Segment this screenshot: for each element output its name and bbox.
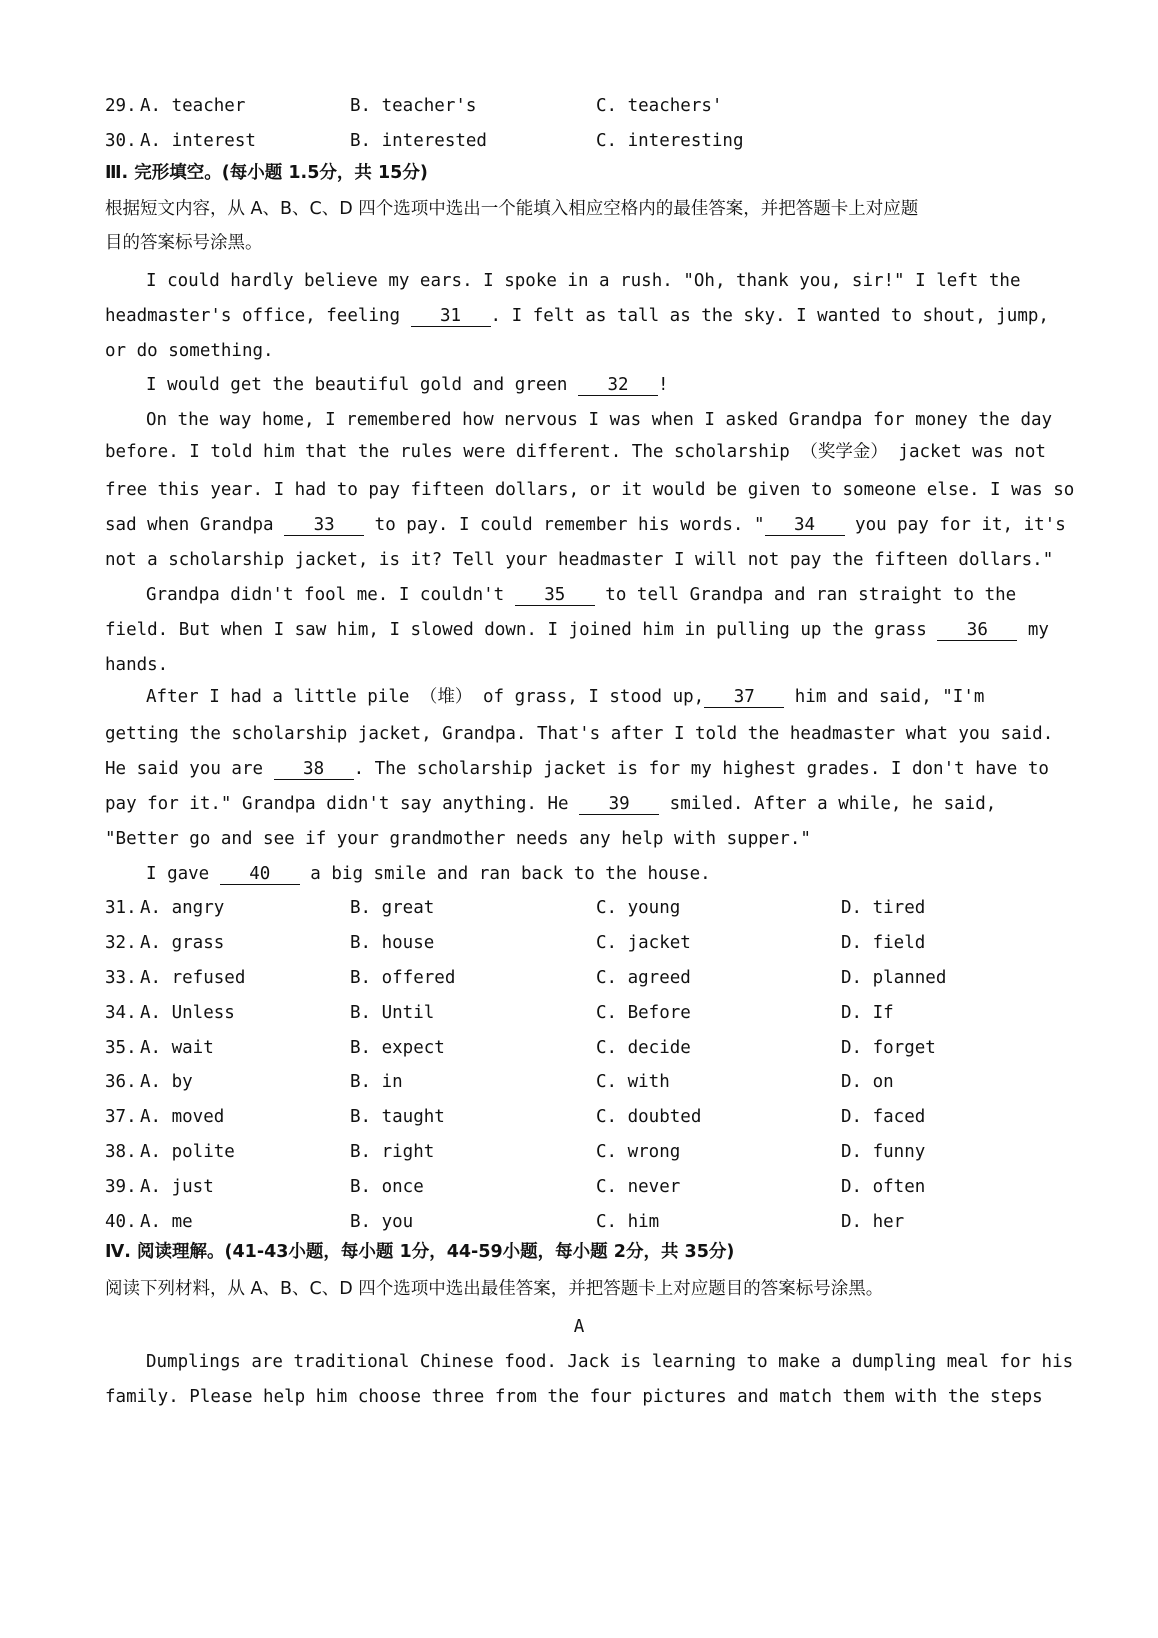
option-c: C. him <box>596 1212 660 1232</box>
passage-text: my <box>1017 620 1049 640</box>
section-3-instructions-cont: 目的答案标号涂黑。 <box>105 233 263 253</box>
passage-text: . I felt as tall as the sky. I wanted to shout, jump, <box>490 306 1049 326</box>
option-a: A. teacher <box>140 96 246 116</box>
passage-line: before. I told him that the rules were different. The scholarship （奖学金） jacket was not <box>105 442 1046 462</box>
blank-33: 33 <box>284 516 364 536</box>
option-c: C. Before <box>596 1003 691 1023</box>
option-b: B. offered <box>350 968 456 988</box>
passage-text: to tell Grandpa and ran straight to the <box>594 585 1017 605</box>
blank-36: 36 <box>937 621 1017 641</box>
passage-line: Dumplings are traditional Chinese food. Jack is learning to make a dumpling meal for his <box>146 1352 1074 1372</box>
passage-line: I could hardly believe my ears. I spoke in a rush. "Oh, thank you, sir!" I left the <box>146 271 1021 291</box>
option-a: A. grass <box>140 933 225 953</box>
passage-text: I would get the beautiful gold and green <box>146 375 578 395</box>
option-d: D. on <box>841 1072 894 1092</box>
question-number: 39. <box>105 1177 137 1197</box>
option-c: C. never <box>596 1177 681 1197</box>
blank-38: 38 <box>274 760 354 780</box>
option-b: B. great <box>350 898 435 918</box>
passage-line: hands. <box>105 655 169 675</box>
option-a: A. polite <box>140 1142 235 1162</box>
option-a: A. wait <box>140 1038 214 1058</box>
option-c: C. decide <box>596 1038 691 1058</box>
passage-line <box>105 758 1065 780</box>
blank-40: 40 <box>220 865 300 885</box>
question-number: 31. <box>105 898 137 918</box>
question-number: 30. <box>105 131 137 151</box>
option-d: D. funny <box>841 1142 926 1162</box>
passage-line: getting the scholarship jacket, Grandpa. That's after I told the headmaster what you said. <box>105 724 1054 744</box>
option-b: B. in <box>350 1072 403 1092</box>
option-c: C. wrong <box>596 1142 681 1162</box>
blank-35: 35 <box>515 586 595 606</box>
option-d: D. planned <box>841 968 947 988</box>
passage-line: free this year. I had to pay fifteen dollars, or it would be given to someone else. I was so <box>105 480 1075 500</box>
option-b: B. right <box>350 1142 435 1162</box>
question-number: 33. <box>105 968 137 988</box>
passage-line: or do something. <box>105 341 274 361</box>
option-c: C. with <box>596 1072 670 1092</box>
option-a: A. interest <box>140 131 256 151</box>
passage-line: On the way home, I remembered how nervous I was when I asked Grandpa for money the day <box>146 410 1053 430</box>
blank-31: 31 <box>411 307 491 327</box>
question-number: 40. <box>105 1212 137 1232</box>
passage-line <box>105 305 1065 327</box>
option-c: C. teachers' <box>596 96 723 116</box>
question-number: 38. <box>105 1142 137 1162</box>
option-d: D. forget <box>841 1038 936 1058</box>
section-4-instructions: 阅读下列材料，从 A、B、C、D 四个选项中选出最佳答案，并把答题卡上对应题目的答案标号涂黑。 <box>105 1279 884 1299</box>
passage-line <box>146 374 1106 396</box>
option-b: B. once <box>350 1177 424 1197</box>
option-d: D. field <box>841 933 926 953</box>
passage-line <box>146 863 1106 885</box>
passage-line <box>105 793 1065 815</box>
question-number: 34. <box>105 1003 137 1023</box>
passage-line <box>146 584 1106 606</box>
passage-line <box>105 619 1065 641</box>
question-number: 29. <box>105 96 137 116</box>
section-3-title: Ⅲ. 完形填空。(每小题 1.5分，共 15分) <box>105 163 428 183</box>
option-a: A. angry <box>140 898 225 918</box>
blank-32: 32 <box>578 376 658 396</box>
passage-text: a big smile and ran back to the house. <box>299 864 711 884</box>
passage-text: sad when Grandpa <box>105 515 285 535</box>
option-a: A. just <box>140 1177 214 1197</box>
section-3-instructions: 根据短文内容，从 A、B、C、D 四个选项中选出一个能填入相应空格内的最佳答案，并把答题卡上对应题 <box>105 199 919 219</box>
option-a: A. Unless <box>140 1003 235 1023</box>
passage-text: . The scholarship jacket is for my highest grades. I don't have to <box>353 759 1049 779</box>
option-d: D. If <box>841 1003 894 1023</box>
option-c: C. agreed <box>596 968 691 988</box>
passage-text: you pay for it, it's <box>844 515 1066 535</box>
option-d: D. her <box>841 1212 905 1232</box>
passage-text: After I had a little pile （堆） of grass, I stood up, <box>146 687 705 707</box>
option-d: D. tired <box>841 898 926 918</box>
option-b: B. expect <box>350 1038 445 1058</box>
passage-line <box>105 514 1065 536</box>
question-number: 36. <box>105 1072 137 1092</box>
passage-line: not a scholarship jacket, is it? Tell your headmaster I will not pay the fifteen dollars." <box>105 550 1054 570</box>
passage-line: family. Please help him choose three from the four pictures and match them with the steps <box>105 1387 1043 1407</box>
passage-line <box>146 686 1106 708</box>
option-b: B. house <box>350 933 435 953</box>
option-a: A. by <box>140 1072 193 1092</box>
option-c: C. doubted <box>596 1107 702 1127</box>
option-a: A. moved <box>140 1107 225 1127</box>
passage-text: field. But when I saw him, I slowed down. I joined him in pulling up the grass <box>105 620 938 640</box>
blank-34: 34 <box>765 516 845 536</box>
passage-text: pay for it." Grandpa didn't say anything. He <box>105 794 580 814</box>
question-number: 35. <box>105 1038 137 1058</box>
passage-text: He said you are <box>105 759 274 779</box>
passage-text: I gave <box>146 864 220 884</box>
blank-39: 39 <box>579 795 659 815</box>
question-number: 37. <box>105 1107 137 1127</box>
passage-text: Grandpa didn't fool me. I couldn't <box>146 585 515 605</box>
option-a: A. refused <box>140 968 246 988</box>
option-b: B. you <box>350 1212 414 1232</box>
blank-37: 37 <box>704 688 784 708</box>
question-number: 32. <box>105 933 137 953</box>
passage-text: him and said, "I'm <box>784 687 985 707</box>
option-d: D. often <box>841 1177 926 1197</box>
option-a: A. me <box>140 1212 193 1232</box>
option-b: B. Until <box>350 1003 435 1023</box>
passage-text: smiled. After a while, he said, <box>659 794 997 814</box>
option-c: C. jacket <box>596 933 691 953</box>
section-4-title: Ⅳ. 阅读理解。(41-43小题，每小题 1分，44-59小题，每小题 2分，共 35分) <box>105 1242 735 1262</box>
passage-label: A <box>573 1317 585 1337</box>
passage-text: to pay. I could remember his words. " <box>364 515 765 535</box>
passage-line: "Better go and see if your grandmother needs any help with supper." <box>105 829 811 849</box>
passage-text: headmaster's office, feeling <box>105 306 411 326</box>
option-b: B. interested <box>350 131 487 151</box>
option-b: B. teacher's <box>350 96 477 116</box>
option-d: D. faced <box>841 1107 926 1127</box>
option-c: C. interesting <box>596 131 744 151</box>
option-b: B. taught <box>350 1107 445 1127</box>
option-c: C. young <box>596 898 681 918</box>
passage-text: ! <box>657 375 669 395</box>
